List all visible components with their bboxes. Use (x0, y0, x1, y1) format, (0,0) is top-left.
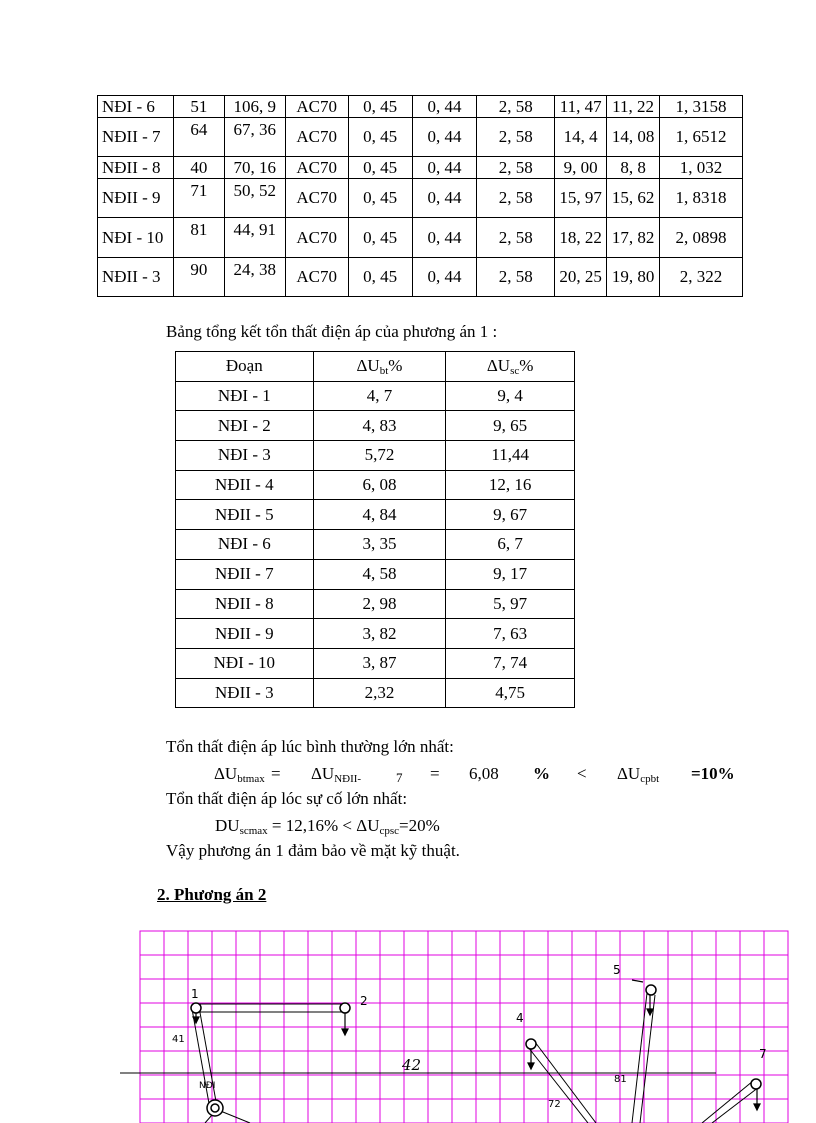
label-node-4: 4 (516, 1011, 524, 1025)
summary-cell: 7, 74 (446, 648, 575, 678)
table-row (98, 96, 743, 118)
label-node-2: 2 (360, 994, 368, 1008)
line-plant-1-b (199, 1007, 217, 1107)
table-row (98, 157, 743, 179)
table-cell: AC70 (285, 118, 348, 157)
node-2-marker (340, 1003, 350, 1013)
summary-row (176, 678, 575, 708)
table-cell: 1, 3158 (660, 96, 743, 118)
table-cell: 11, 47 (555, 96, 607, 118)
fault-max-title: Tổn thất điện áp lóc sự cố lớn nhất: (166, 789, 408, 808)
table-cell: AC70 (285, 258, 348, 297)
table-cell: 90 (173, 258, 224, 297)
summary-cell: 4, 7 (313, 381, 446, 411)
summary-row (176, 619, 575, 649)
table-cell: NĐI - 10 (98, 218, 174, 258)
summary-cell: 6, 08 (313, 470, 446, 500)
table-cell: 2, 0898 (660, 218, 743, 258)
table-cell: 0, 44 (412, 258, 477, 297)
line-plant-out-b (205, 1115, 212, 1123)
node-5-marker (646, 985, 656, 995)
voltage-loss-summary-table (175, 351, 575, 708)
table-cell: 0, 44 (412, 118, 477, 157)
line-plant-1 (192, 1009, 210, 1109)
label-len-41: 41 (172, 1034, 185, 1045)
summary-row (176, 648, 575, 678)
summary-cell: 7, 63 (446, 619, 575, 649)
summary-row (176, 381, 575, 411)
table-cell: 17, 82 (607, 218, 660, 258)
table-cell: 2, 58 (477, 118, 555, 157)
line-5-down-b (640, 995, 655, 1123)
table-cell: 0, 44 (412, 218, 477, 258)
label-plant: NĐI (199, 1081, 216, 1091)
summary-cell: 2, 98 (313, 589, 446, 619)
table-cell: 2, 58 (477, 258, 555, 297)
summary-row (176, 441, 575, 471)
summary-cell: 5,72 (313, 441, 446, 471)
label-node-1: 1 (191, 987, 199, 1001)
table-cell: 20, 25 (555, 258, 607, 297)
summary-header-row (176, 352, 575, 382)
table-row (98, 258, 743, 297)
table-cell: 40 (173, 157, 224, 179)
summary-cell: 3, 82 (313, 619, 446, 649)
table-cell: 0, 45 (348, 157, 412, 179)
table-cell: 11, 22 (607, 96, 660, 118)
table-cell: 64 (173, 118, 224, 157)
table-cell: 2, 322 (660, 258, 743, 297)
table-cell: 1, 032 (660, 157, 743, 179)
summary-cell: NĐI - 2 (176, 411, 314, 441)
table-cell: 0, 44 (412, 179, 477, 218)
table-cell: 67, 36 (224, 118, 285, 157)
table-cell: 9, 00 (555, 157, 607, 179)
header-du-sc: $\Delta U_{sc}\%$ (446, 352, 575, 382)
table-cell: 0, 45 (348, 258, 412, 297)
label-node-5: 5 (613, 963, 621, 977)
line-4-down (528, 1047, 588, 1123)
table-cell: AC70 (285, 157, 348, 179)
table-cell: 51 (173, 96, 224, 118)
diagram-labels (172, 963, 767, 1110)
table-cell: NĐII - 8 (98, 157, 174, 179)
summary-row (176, 530, 575, 560)
grid (140, 931, 788, 1123)
plant-marker-inner (211, 1104, 219, 1112)
line-5-down (632, 993, 647, 1123)
table-cell: NĐII - 3 (98, 258, 174, 297)
summary-cell: 11,44 (446, 441, 575, 471)
summary-cell: 4, 83 (313, 411, 446, 441)
summary-cell: NĐI - 6 (176, 530, 314, 560)
summary-cell: NĐI - 1 (176, 381, 314, 411)
summary-cell: NĐII - 4 (176, 470, 314, 500)
table-cell: 14, 08 (607, 118, 660, 157)
table-cell: 19, 80 (607, 258, 660, 297)
table-cell: 0, 45 (348, 218, 412, 258)
table-cell: 0, 45 (348, 179, 412, 218)
summary-cell: NĐII - 3 (176, 678, 314, 708)
table-cell: 0, 44 (412, 157, 477, 179)
summary-cell: NĐII - 8 (176, 589, 314, 619)
summary-row (176, 411, 575, 441)
line-7-down (702, 1081, 753, 1123)
table-cell: 15, 97 (555, 179, 607, 218)
summary-cell: 9, 67 (446, 500, 575, 530)
table-cell: 2, 58 (477, 218, 555, 258)
summary-cell: 2,32 (313, 678, 446, 708)
table-cell: 1, 8318 (660, 179, 743, 218)
summary-cell: NĐII - 5 (176, 500, 314, 530)
table-cell: NĐII - 7 (98, 118, 174, 157)
table-cell: 44, 91 (224, 218, 285, 258)
table-cell: AC70 (285, 96, 348, 118)
table-row (98, 118, 743, 157)
table-cell: NĐI - 6 (98, 96, 174, 118)
table-cell: 106, 9 (224, 96, 285, 118)
fault-max-equation: $DU_{scmax} = 12,16\% < \Delta U_{cpsc}=20\%$ (215, 816, 440, 837)
summary-caption: Bảng tổng kết tổn thất điện áp của phương án 1 : (166, 322, 498, 341)
table-cell: AC70 (285, 179, 348, 218)
table-row (98, 218, 743, 258)
table-cell: 14, 4 (555, 118, 607, 157)
table-cell: 2, 58 (477, 96, 555, 118)
summary-row (176, 559, 575, 589)
table-row (98, 179, 743, 218)
summary-cell: 4, 84 (313, 500, 446, 530)
line-parameter-table-body (98, 96, 743, 297)
label-node-7: 7 (759, 1047, 767, 1061)
node-1-marker (191, 1003, 201, 1013)
conclusion-text: Vậy phương án 1 đảm bảo về mặt kỹ thuật. (166, 841, 460, 860)
summary-cell: NĐI - 10 (176, 648, 314, 678)
table-cell: 50, 52 (224, 179, 285, 218)
summary-row (176, 589, 575, 619)
table-cell: 81 (173, 218, 224, 258)
table-cell: 2, 58 (477, 179, 555, 218)
label-len-42: 42 (402, 1056, 422, 1074)
summary-table-body (176, 381, 575, 708)
node-4-marker (526, 1039, 536, 1049)
table-cell: 24, 38 (224, 258, 285, 297)
table-cell: 0, 45 (348, 96, 412, 118)
summary-cell: 3, 35 (313, 530, 446, 560)
network-diagram (0, 925, 816, 1123)
summary-cell: 9, 4 (446, 381, 575, 411)
summary-cell: 4, 58 (313, 559, 446, 589)
table-cell: AC70 (285, 218, 348, 258)
node-7-marker (751, 1079, 761, 1089)
table-cell: NĐII - 9 (98, 179, 174, 218)
table-cell: 15, 62 (607, 179, 660, 218)
header-du-bt: $\Delta U_{bt}\%$ (313, 352, 446, 382)
table-cell: 0, 45 (348, 118, 412, 157)
summary-cell: 9, 65 (446, 411, 575, 441)
normal-max-title: Tổn thất điện áp lúc bình thường lớn nhất: (166, 737, 454, 756)
summary-row (176, 470, 575, 500)
header-segment: Đoạn (176, 352, 314, 382)
summary-cell: 6, 7 (446, 530, 575, 560)
table-cell: 71 (173, 179, 224, 218)
line-7-down-b (712, 1087, 759, 1123)
table-cell: 1, 6512 (660, 118, 743, 157)
table-cell: 0, 44 (412, 96, 477, 118)
table-cell: 18, 22 (555, 218, 607, 258)
summary-cell: NĐI - 3 (176, 441, 314, 471)
table-cell: 2, 58 (477, 157, 555, 179)
summary-cell: 3, 87 (313, 648, 446, 678)
label-len-72: 72 (548, 1099, 561, 1110)
line-4-down-b (535, 1042, 596, 1123)
label-len-81: 81 (614, 1074, 627, 1085)
line-parameter-table (97, 95, 743, 297)
summary-cell: 12, 16 (446, 470, 575, 500)
summary-cell: 5, 97 (446, 589, 575, 619)
section-heading: 2. Phương án 2 (157, 885, 267, 904)
table-cell: 8, 8 (607, 157, 660, 179)
summary-cell: NĐII - 9 (176, 619, 314, 649)
summary-cell: 9, 17 (446, 559, 575, 589)
table-cell: 70, 16 (224, 157, 285, 179)
summary-cell: 4,75 (446, 678, 575, 708)
summary-cell: NĐII - 7 (176, 559, 314, 589)
summary-row (176, 500, 575, 530)
